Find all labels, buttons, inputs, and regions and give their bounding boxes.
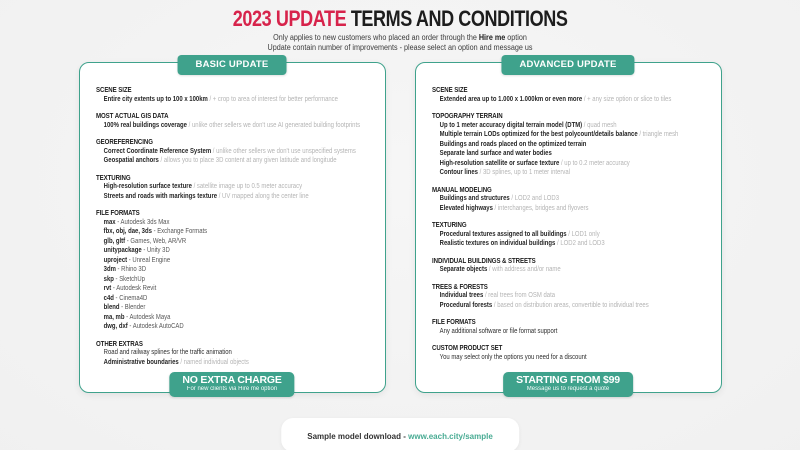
feature-item	[432, 204, 713, 214]
feature-section	[96, 137, 377, 166]
feature-name: Separate land surface and water bodies	[439, 150, 552, 157]
feature-note: / unlike other sellers we don't use unspecified systems	[210, 147, 356, 155]
feature-name: Contour lines	[439, 169, 478, 176]
feature-item	[432, 327, 713, 337]
feature-item	[432, 95, 713, 105]
format-description: - Blender	[119, 304, 145, 311]
feature-name: Administrative boundaries	[103, 358, 179, 366]
feature-item	[432, 230, 713, 240]
feature-item	[432, 121, 713, 131]
feature-section	[432, 317, 713, 336]
feature-name: High-resolution surface texture	[103, 183, 192, 190]
feature-item	[432, 353, 713, 363]
feature-name: Buildings and roads placed on the optimized terrain	[439, 140, 586, 148]
feature-note: / + any size option or slice to tiles	[581, 95, 671, 103]
feature-name: Realistic textures on individual buildings	[439, 240, 555, 247]
section-heading: FILE FORMATS	[95, 208, 140, 217]
feature-item	[96, 358, 377, 368]
feature-item	[96, 322, 377, 332]
hire-me-emphasis: Hire me	[478, 33, 506, 42]
feature-name: Buildings and structures	[439, 195, 510, 202]
feature-note: / triangle mesh	[637, 131, 678, 138]
feature-item	[96, 227, 377, 237]
subtitle-line-1: Only applies to new customers who placed an order through the Hire me option	[273, 33, 527, 42]
feature-item	[96, 95, 377, 105]
update-options	[0, 59, 800, 393]
feature-section	[96, 208, 377, 332]
feature-section	[432, 185, 713, 214]
feature-note: / quad mesh	[581, 121, 617, 129]
feature-name: Geospatial anchors	[103, 157, 159, 164]
feature-item	[432, 149, 713, 159]
format-description: - Autodesk Maya	[123, 313, 170, 321]
feature-item	[96, 246, 377, 256]
feature-item	[96, 218, 377, 228]
format-description: - Games, Web, AR/VR	[124, 237, 186, 245]
feature-section	[96, 85, 377, 104]
format-description: - Unreal Engine	[126, 256, 170, 264]
page-subtitle	[40, 33, 760, 52]
feature-item	[96, 237, 377, 247]
feature-item	[432, 239, 713, 249]
page-title	[0, 6, 800, 32]
title-rest: TERMS AND CONDITIONS	[350, 6, 568, 31]
basic-update-content	[80, 63, 385, 367]
feature-section	[432, 256, 713, 275]
format-name: ma, mb	[103, 313, 124, 321]
feature-name: Extended area up to 1.000 x 1.000km or even more	[439, 95, 582, 103]
feature-item	[432, 159, 713, 169]
section-heading: TREES & FORESTS	[431, 281, 488, 291]
format-description: - Rhino 3D	[115, 266, 146, 273]
format-description: - Autodesk AutoCAD	[127, 323, 184, 330]
format-description: - Unity 3D	[141, 247, 170, 254]
feature-section	[96, 111, 377, 130]
section-heading: CUSTOM PRODUCT SET	[431, 343, 502, 352]
feature-name: Individual trees	[439, 292, 483, 299]
advanced-update-content	[416, 63, 721, 362]
basic-update-panel	[79, 59, 386, 393]
feature-note: / based on distribution areas, convertible to individual trees	[491, 301, 649, 309]
format-name: fbx, obj, dae, 3ds	[103, 228, 152, 235]
format-name: unitypackage	[103, 247, 142, 254]
feature-note: / LOD2 and LOD3	[554, 240, 605, 247]
subtitle-line-2: Update contain number of improvements - please select an option and message us	[267, 42, 533, 52]
feature-name: Entire city extents up to 100 x 100km	[103, 95, 208, 103]
feature-item	[96, 275, 377, 285]
feature-item	[96, 192, 377, 202]
feature-section	[432, 220, 713, 249]
section-heading: MANUAL MODELING	[431, 184, 492, 194]
feature-item	[96, 121, 377, 131]
feature-section	[432, 111, 713, 178]
feature-name: Elevated highways	[439, 204, 493, 212]
feature-name: Correct Coordinate Reference System	[103, 147, 211, 155]
feature-name: Streets and roads with markings texture	[103, 192, 217, 200]
section-heading: SCENE SIZE	[95, 85, 131, 94]
sample-download-label: Sample model download -	[307, 432, 409, 441]
feature-note: / LOD2 and LOD3	[509, 195, 559, 202]
section-heading: TEXTURING	[431, 220, 467, 229]
feature-item	[96, 156, 377, 166]
feature-note: / UV mapped along the center line	[216, 192, 309, 200]
feature-item	[432, 291, 713, 301]
feature-item	[432, 130, 713, 140]
section-heading: TEXTURING	[95, 172, 131, 182]
feature-text: Road and railway splines for the traffic animation	[103, 349, 232, 356]
feature-name: Up to 1 meter accuracy digital terrain model (DTM)	[439, 121, 582, 129]
feature-note: / allows you to place 3D content at any given latitude and longitude	[158, 157, 337, 164]
section-heading: MOST ACTUAL GIS DATA	[95, 111, 168, 120]
page-header	[0, 6, 800, 52]
format-name: uproject	[103, 256, 127, 264]
feature-name: Procedural forests	[439, 301, 492, 309]
format-description: - Cinema4D	[113, 294, 147, 302]
format-description: - Exchange Formats	[151, 228, 207, 235]
feature-note: / + crop to area of interest for better performance	[207, 95, 338, 103]
feature-section	[96, 339, 377, 368]
feature-item	[96, 294, 377, 304]
format-name: blend	[103, 304, 120, 311]
feature-item	[96, 265, 377, 275]
feature-item	[96, 284, 377, 294]
feature-item	[96, 348, 377, 358]
format-name: skp	[103, 275, 114, 283]
feature-item	[96, 182, 377, 192]
feature-name: 100% real buildings coverage	[103, 121, 187, 129]
feature-name: Multiple terrain LODs optimized for the best polycount/details balance	[439, 131, 638, 138]
format-description: - Autodesk 3ds Max	[115, 218, 169, 226]
format-name: max	[103, 218, 116, 226]
format-description: - SketchUp	[113, 275, 145, 283]
feature-text: Any additional software or file format support	[439, 327, 557, 335]
feature-note: / 3D splines, up to 1 meter interval	[477, 169, 570, 176]
advanced-update-panel	[415, 59, 722, 393]
feature-note: / interchanges, bridges and flyovers	[492, 204, 588, 212]
sample-download-bar	[281, 418, 519, 450]
format-name: rvt	[103, 285, 111, 292]
format-description: - Autodesk Revit	[110, 285, 156, 292]
feature-item	[96, 256, 377, 266]
feature-note: / unlike other sellers we don't use AI generated building footprints	[186, 121, 360, 129]
feature-note: / LOD1 only	[566, 230, 600, 238]
no-extra-charge-badge[interactable]	[169, 372, 294, 397]
feature-section	[432, 282, 713, 311]
feature-name: High-resolution satellite or surface texture	[439, 159, 559, 167]
feature-section	[432, 343, 713, 362]
feature-item	[432, 194, 713, 204]
format-name: 3dm	[103, 266, 116, 273]
badge-subtitle: For new clients via Hire me option	[186, 386, 278, 392]
feature-item	[432, 301, 713, 311]
price-badge[interactable]	[503, 372, 633, 397]
format-name: c4d	[103, 294, 114, 302]
feature-note: / real trees from OSM data	[482, 292, 555, 299]
feature-text: You may select only the options you need for a discount	[439, 353, 587, 361]
feature-section	[432, 85, 713, 104]
badge-title: STARTING FROM $99	[516, 374, 620, 386]
feature-item	[96, 147, 377, 157]
sample-download-link[interactable]: www.each.city/sample	[408, 432, 493, 441]
feature-name: Procedural textures assigned to all buildings	[439, 230, 567, 238]
feature-note: / up to 0.2 meter accuracy	[558, 159, 630, 167]
feature-item	[432, 140, 713, 150]
section-heading: GEOREFERENCING	[95, 137, 153, 146]
badge-subtitle: Message us to request a quote	[526, 386, 610, 392]
format-name: dwg, dxf	[103, 323, 128, 330]
feature-note: / with address and/or name	[486, 266, 561, 273]
section-heading: INDIVIDUAL BUILDINGS & STREETS	[431, 255, 536, 265]
feature-note: / named individual objects	[178, 358, 249, 366]
feature-item	[96, 303, 377, 313]
feature-name: Separate objects	[439, 266, 487, 273]
feature-section	[96, 173, 377, 202]
section-heading: TOPOGRAPHY TERRAIN	[431, 111, 503, 120]
badge-title: NO EXTRA CHARGE	[182, 374, 282, 386]
feature-item	[96, 313, 377, 323]
section-heading: FILE FORMATS	[431, 317, 476, 326]
section-heading: OTHER EXTRAS	[95, 338, 143, 348]
feature-item	[432, 265, 713, 275]
format-name: glb, gltf	[103, 237, 125, 245]
feature-note: / satellite image up to 0.5 meter accuracy	[191, 183, 302, 190]
title-accent: 2023 UPDATE	[232, 6, 347, 31]
basic-update-tab[interactable]: BASIC UPDATE	[178, 55, 287, 75]
advanced-update-tab[interactable]: ADVANCED UPDATE	[501, 55, 634, 75]
section-heading: SCENE SIZE	[431, 85, 467, 94]
feature-item	[432, 168, 713, 178]
